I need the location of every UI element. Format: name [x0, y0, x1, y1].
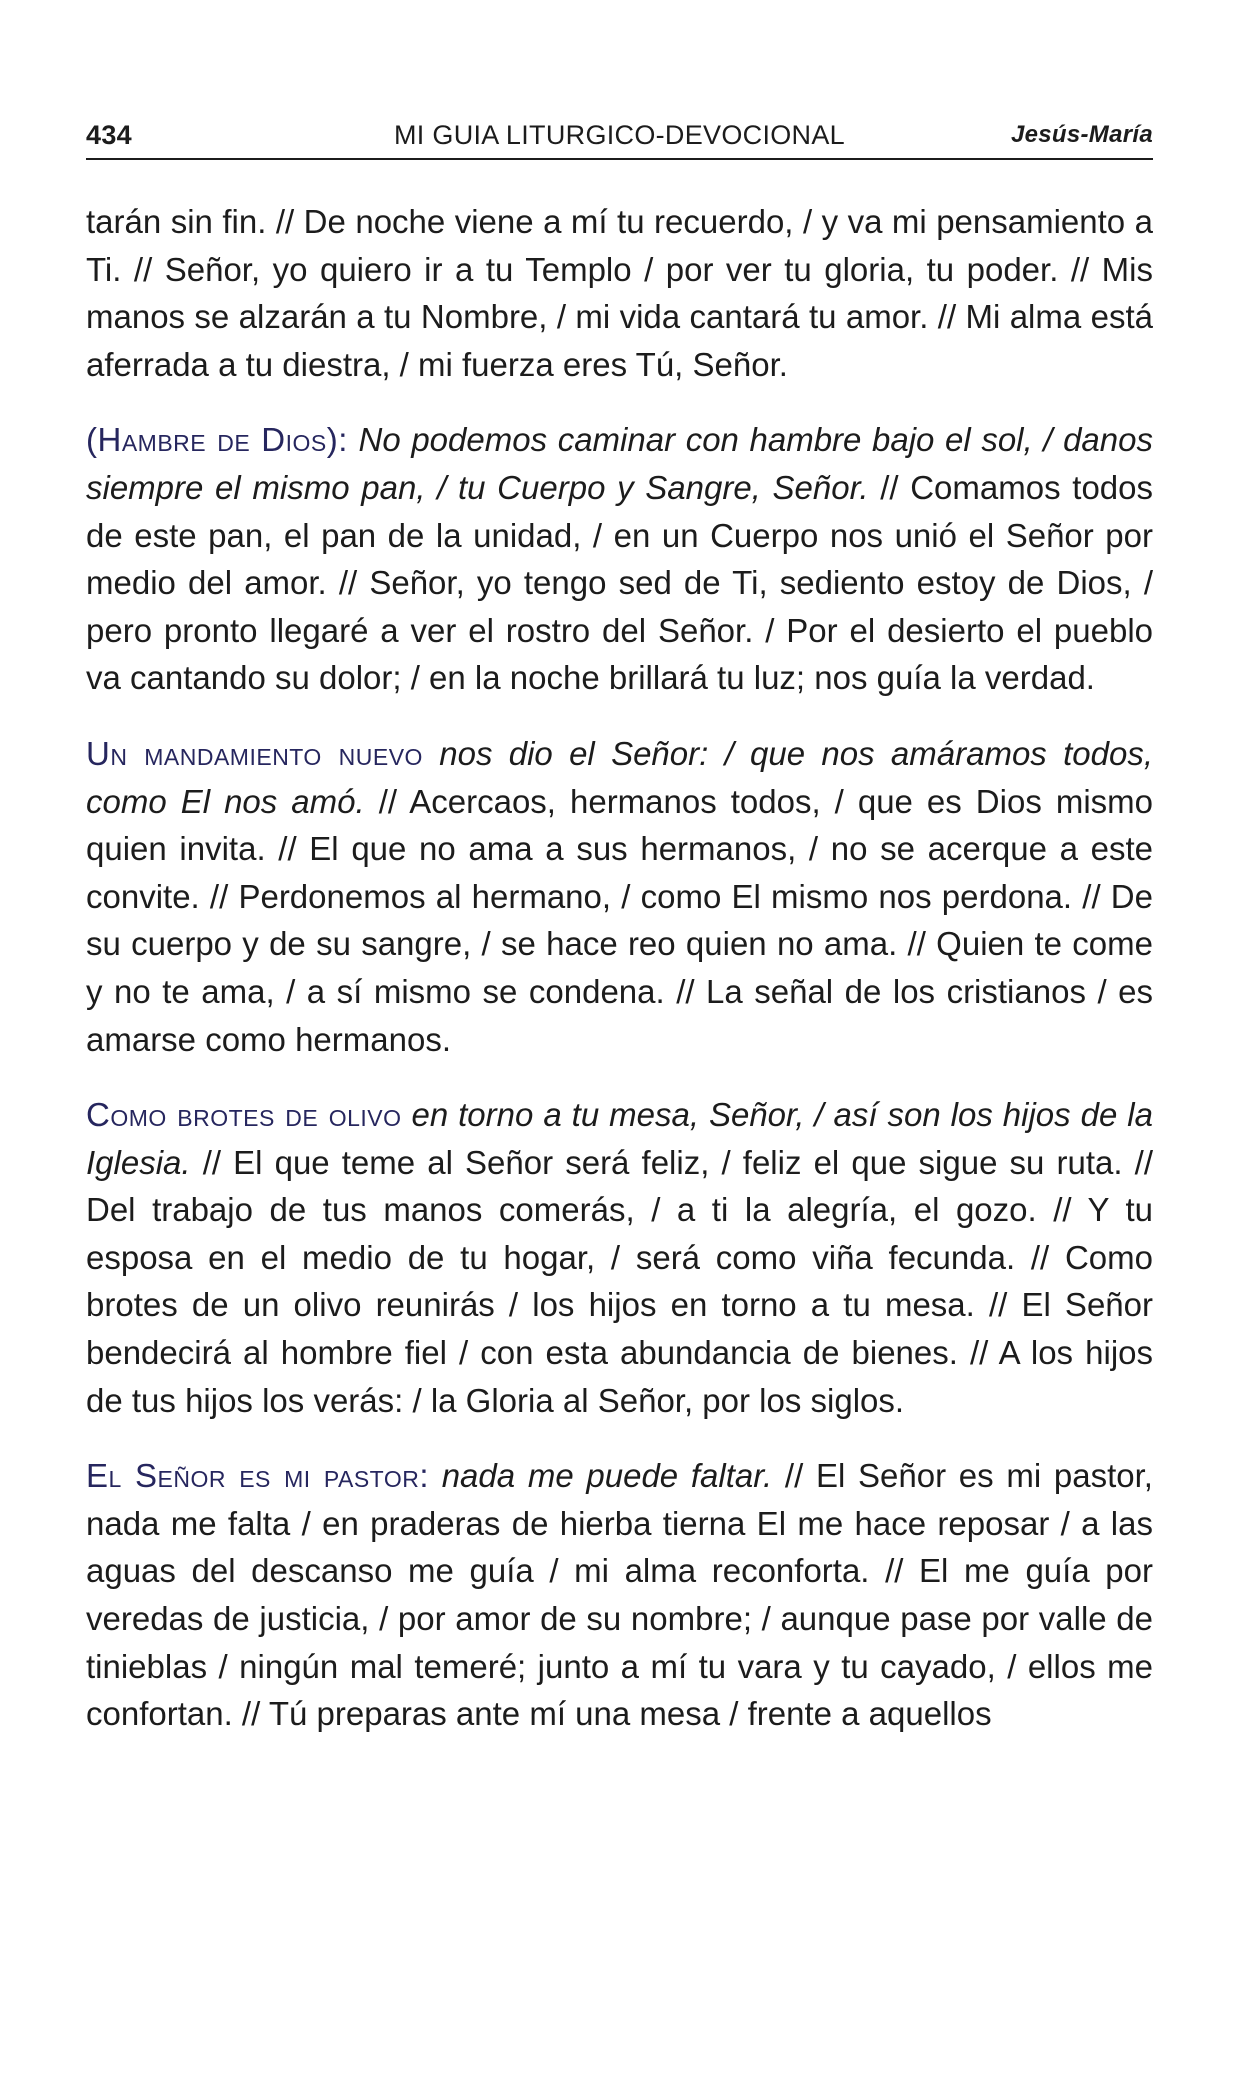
- hymn-text: tarán sin fin. // De noche viene a mí tu recuerdo, / y va mi pensamiento a Ti. // Señor, yo quiero ir a tu Templo / por ver tu gloria, tu poder. // Mis manos se alzarán a tu Nombre, / mi vida cantará tu amor. // Mi alma está aferrada a tu diestra, / mi fuerza eres Tú, Señor.: [86, 203, 1153, 383]
- hymn-text: // El Señor es mi pastor, nada me falta / en praderas de hierba tierna El me hace reposar / a las aguas del descanso me guía / mi alma reconforta. // El me guía por veredas de justicia, / por amor de su nombre; / aunque pase por valle de tinieblas / ningún mal temeré; junto a mí tu vara y tu cayado, / ellos me confortan. // Tú preparas ante mí una mesa / frente a aquellos: [86, 1457, 1153, 1733]
- hymn-refrain: en torno a tu mesa, Señor, / así son los hijos de la Iglesia.: [86, 1096, 1153, 1181]
- hymn-refrain: nos dio el Señor: / que nos amáramos todos, como El nos amó.: [86, 734, 1154, 820]
- hymn-refrain: No podemos caminar con hambre bajo el sol, / danos siempre el mismo pan, / tu Cuerpo y Sangre, Señor.: [86, 421, 1153, 506]
- hymn-paragraph-mandamiento-nuevo: [86, 730, 1153, 1063]
- hymn-title: El Señor es mi pastor:: [86, 1457, 429, 1495]
- page-header: [86, 112, 1153, 160]
- hymn-text: // Comamos todos de este pan, el pan de la unidad, / en un Cuerpo nos unió el Señor por medio del amor. // Señor, yo tengo sed de Ti, sediento estoy de Dios, / pero pronto llegaré a ver el rostro del Señor. / Por el desierto el pueblo va cantando su dolor; / en la noche brillará tu luz; nos guía la verdad.: [86, 468, 1154, 697]
- publisher-name: Jesús-María: [1010, 121, 1153, 148]
- hymn-title: (Hambre de Dios):: [86, 421, 348, 459]
- hymn-text: // Acercaos, hermanos todos, / que es Dios mismo quien invita. // El que no ama a sus hermanos, / no se acerque a este convite. // Perdonemos al hermano, / como El mismo nos perdona. // De su cuerpo y de su sangre, / se hace reo quien no ama. // Quien te come y no te ama, / a sí mismo se condena. // La señal de los cristianos / es amarse como hermanos.: [86, 782, 1153, 1058]
- hymn-text: // El que teme al Señor será feliz, / feliz el que sigue su ruta. // Del trabajo de tus manos comerás, / a ti la alegría, el gozo. // Y tu esposa en el medio de tu hogar, / será como viña fecunda. // Como brotes de un olivo reunirás / los hijos en torno a tu mesa. // El Señor bendecirá al hombre fiel / con esta abundancia de bienes. // A los hijos de tus hijos los verás: / la Gloria al Señor, por los siglos.: [86, 1143, 1153, 1419]
- hymn-refrain: nada me puede faltar.: [441, 1457, 773, 1495]
- hymn-title: Un mandamiento nuevo: [86, 734, 423, 772]
- hymn-paragraph-senor-es-mi-pastor: [86, 1452, 1153, 1738]
- page-body: [86, 198, 1153, 1738]
- page-number: 434: [86, 120, 132, 150]
- hymn-paragraph-continuation: [86, 198, 1153, 388]
- book-page: [86, 112, 1153, 1738]
- hymn-title: Como brotes de olivo: [86, 1096, 402, 1134]
- running-title: MI GUIA LITURGICO-DEVOCIONAL: [394, 120, 845, 150]
- hymn-paragraph-hambre-de-dios: [86, 416, 1153, 702]
- hymn-paragraph-brotes-de-olivo: [86, 1091, 1153, 1424]
